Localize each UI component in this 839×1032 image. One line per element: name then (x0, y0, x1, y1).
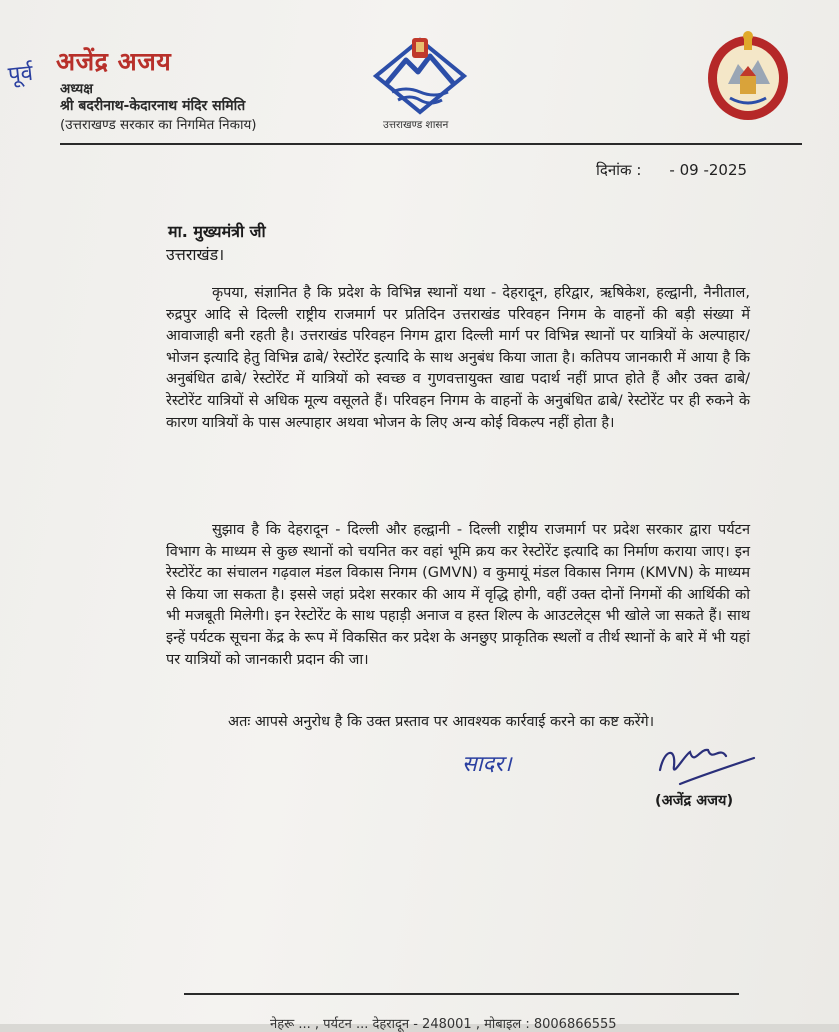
letterhead-organization: श्री बदरीनाथ-केदारनाथ मंदिर समिति (60, 98, 246, 114)
uttarakhand-govt-emblem-icon (372, 36, 468, 122)
body-paragraph-3: अतः आपसे अनुरोध है कि उक्त प्रस्ताव पर आवश्यक कार्रवाई करने का कष्ट करेंगे। (228, 714, 655, 730)
bkt-temple-committee-seal-icon (706, 28, 790, 126)
letterhead-body-note: (उत्तराखण्ड सरकार का निगमित निकाय) (60, 117, 257, 133)
body-paragraph-1: कृपया, संज्ञानित है कि प्रदेश के विभिन्न स्थानों यथा - देहरादून, हरिद्वार, ऋषिकेश, हल्द्वानी, नैनीताल, रुद्रपुर आदि से दिल्ली राष्ट्रीय राजमार्ग पर प्रतिदिन उत्तराखंड परिवहन निगम के वाहनों की बड़ी संख्या में आवाजाही बनी रहती है। उत्तराखंड परिवहन निगम द्वारा दिल्ली मार्ग पर विभिन्न स्थानों पर यात्रियों के अल्पाहार/ भोजन इत्यादि हेतु विभिन्न ढाबे/ रेस्टोरेंट इत्यादि के साथ अनुबंध किया जाता है। कतिपय जानकारी में आया है कि अनुबंधित ढाबे/ रेस्टोरेंट में यात्रियों को स्वच्छ व गुणवत्तायुक्त खाद्य पदार्थ नहीं प्राप्त होते हैं और उक्त ढाबे/ रेस्टोरेंट यात्रियों से अधिक मूल्य वसूलते हैं। परिवहन निगम के वाहनों के अनुबंधित ढाबे/ रेस्टोरेंट पर ही रुकने के कारण यात्रियों के पास अल्पाहार अथवा भोजन के लिए अन्य कोई विकल्प नहीं होता है। (166, 285, 750, 431)
emblem-caption: उत्तराखण्ड शासन (383, 119, 449, 131)
letterhead-name: अजेंद्र अजय (56, 47, 172, 76)
recipient-title: मा. मुख्यमंत्री जी (168, 222, 266, 241)
signatory-name: (अजेंद्र अजय) (655, 793, 734, 809)
footer-address: नेहरू ... , पर्यटन ... देहरादून - 248001 , मोबाइल : 8006866555 (270, 1017, 617, 1032)
date-value: - 09 -2025 (669, 161, 748, 179)
signature-icon (650, 736, 760, 796)
date-label: दिनांक : (596, 161, 642, 179)
handwritten-margin-note: पूर्व (6, 60, 35, 89)
footer-divider (184, 993, 739, 995)
body-paragraph-2: सुझाव है कि देहरादून - दिल्ली और हल्द्वानी - दिल्ली राष्ट्रीय राजमार्ग पर प्रदेश सरकार द्वारा पर्यटन विभाग के माध्यम से कुछ स्थानों को चयनित कर वहां भूमि क्रय कर रेस्टोरेंट इत्यादि का निर्माण कराया जाए। इन रेस्टोरेंट का संचालन गढ़वाल मंडल विकास निगम (GMVN) व कुमायूं मंडल विकास निगम (KMVN) के माध्यम से किया जा सकता है। इससे जहां प्रदेश सरकार की आय में वृद्धि होगी, वहीं उक्त दोनों निगमों की आर्थिकी को भी मजबूती मिलेगी। इन रेस्टोरेंट के साथ पहाड़ी अनाज व हस्त शिल्प के आउटलेट्स भी खोले जा सकते हैं। साथ इन्हें पर्यटक सूचना केंद्र के रूप में विकसित कर प्रदेश के अनछुए प्राकृतिक स्थलों व तीर्थ स्थानों के बारे में भी यहां पर यात्रियों को जानकारी प्रदान की जा। (166, 522, 750, 668)
date-line (596, 160, 747, 180)
recipient-state: उत्तराखंड। (166, 245, 225, 264)
header-divider (60, 143, 802, 145)
letterhead-designation: अध्यक्ष (60, 81, 93, 97)
handwritten-sadar: सादर। (462, 752, 512, 777)
